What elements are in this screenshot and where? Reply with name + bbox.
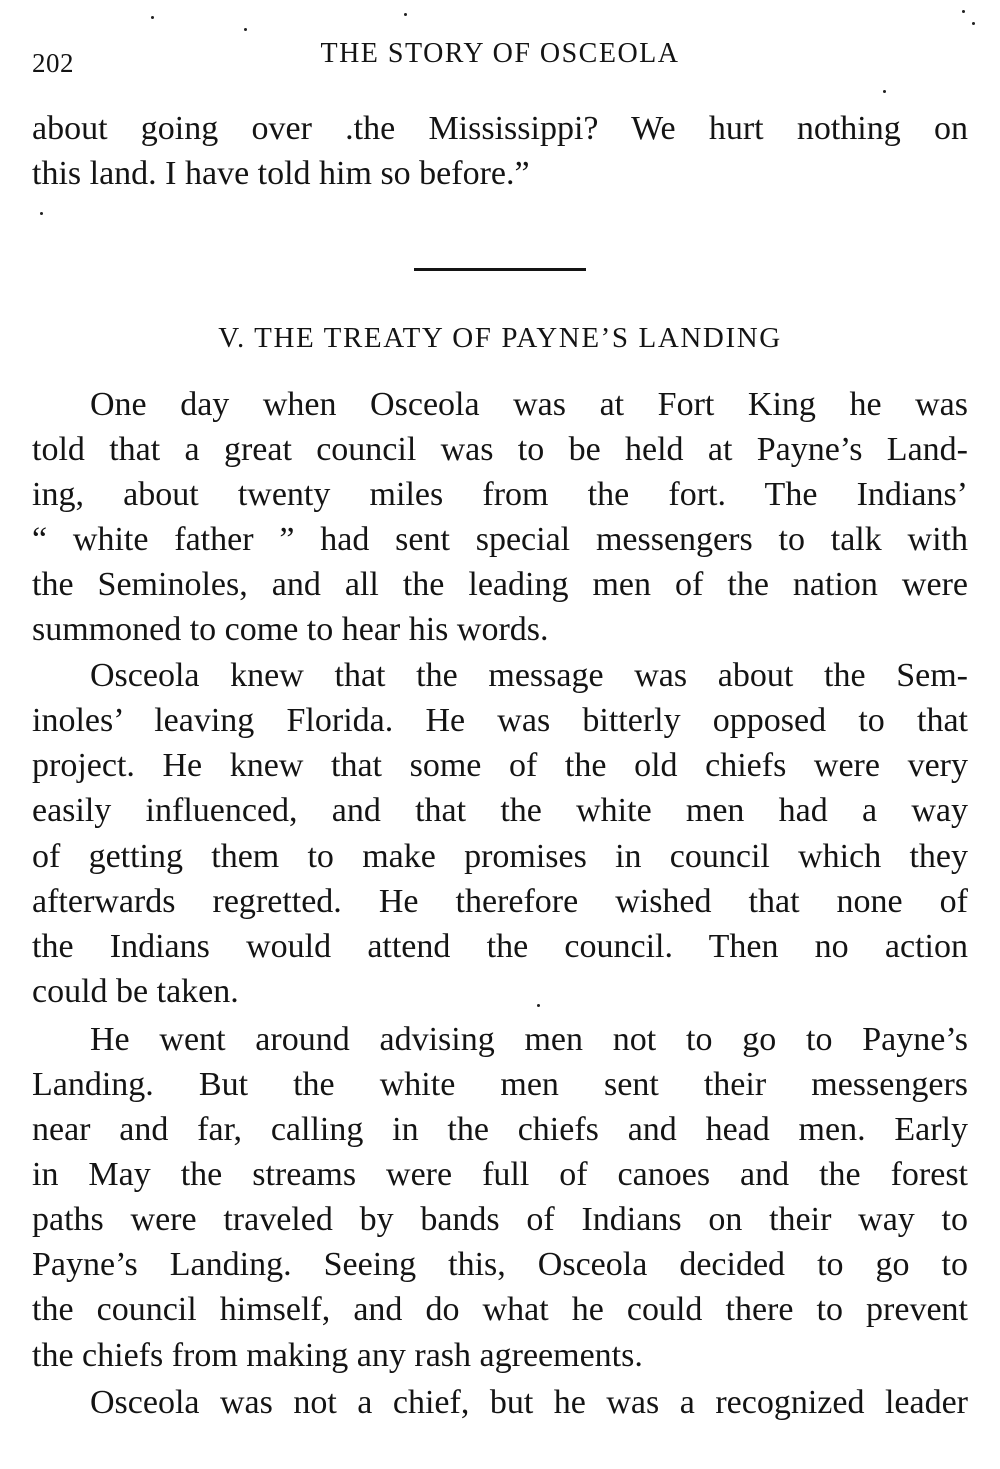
text-line: about going over .the Mississippi? We hurt nothing on <box>32 110 968 147</box>
paragraph-2-line: Osceola knew that the message was about the Sem- <box>90 657 968 694</box>
paragraph-2-line: inoles’ leaving Florida. He was bitterly opposed to that <box>32 702 968 739</box>
paragraph-3-line: in May the streams were full of canoes and the forest <box>32 1156 968 1193</box>
paragraph-3-line: Payne’s Landing. Seeing this, Osceola decided to go to <box>32 1246 968 1283</box>
paragraph-2-line: project. He knew that some of the old chiefs were very <box>32 747 968 784</box>
scan-speck <box>962 10 965 13</box>
paragraph-2-line: easily influenced, and that the white men had a way <box>32 792 968 829</box>
paragraph-3-line: near and far, calling in the chiefs and head men. Early <box>32 1111 968 1148</box>
scan-speck <box>244 28 247 31</box>
scan-speck <box>883 90 886 93</box>
paragraph-4-line: Osceola was not a chief, but he was a recognized leader <box>90 1384 968 1421</box>
paragraph-3-line: the chiefs from making any rash agreements. <box>32 1337 643 1374</box>
text-line: this land. I have told him so before.” <box>32 155 530 192</box>
section-divider-rule <box>414 268 586 271</box>
paragraph-1-line: told that a great council was to be held at Payne’s Land- <box>32 431 968 468</box>
running-title: THE STORY OF OSCEOLA <box>320 38 680 69</box>
paragraph-3-line: Landing. But the white men sent their messengers <box>32 1066 968 1103</box>
paragraph-1-line: One day when Osceola was at Fort King he was <box>90 386 968 423</box>
paragraph-2-line: could be taken. <box>32 973 239 1010</box>
paragraph-2-line: afterwards regretted. He therefore wished that none of <box>32 883 968 920</box>
section-heading: V. THE TREATY OF PAYNE’S LANDING <box>218 322 782 354</box>
paragraph-2-line: of getting them to make promises in council which they <box>32 838 968 875</box>
scan-speck <box>404 13 407 16</box>
page-header <box>32 34 968 78</box>
scan-speck <box>40 212 43 215</box>
book-page <box>32 0 968 1469</box>
paragraph-3-line: He went around advising men not to go to Payne’s <box>90 1021 968 1058</box>
scan-speck <box>537 1004 540 1007</box>
scan-speck <box>972 22 975 25</box>
paragraph-1-line: summoned to come to hear his words. <box>32 611 549 648</box>
paragraph-2-line: the Indians would attend the council. Then no action <box>32 928 968 965</box>
paragraph-1-line: ing, about twenty miles from the fort. The Indians’ <box>32 476 968 513</box>
paragraph-3-line: paths were traveled by bands of Indians on their way to <box>32 1201 968 1238</box>
page-number: 202 <box>32 48 74 78</box>
paragraph-3-line: the council himself, and do what he could there to prevent <box>32 1291 968 1328</box>
scan-speck <box>151 16 154 19</box>
paragraph-1-line: “ white father ” had sent special messengers to talk with <box>32 521 968 558</box>
paragraph-1-line: the Seminoles, and all the leading men of the nation were <box>32 566 968 603</box>
